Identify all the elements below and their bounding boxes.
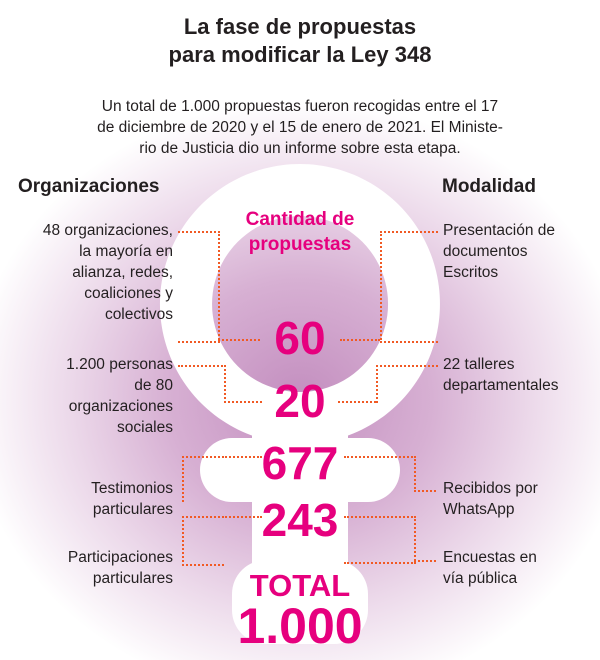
label-line: Presentación de — [443, 222, 556, 239]
connector-left-row-2 — [178, 365, 226, 403]
value-row-2: 20 — [274, 375, 326, 427]
connector-right-row-2 — [376, 365, 438, 403]
label-line: de 80 — [134, 377, 173, 394]
value-row-1: 60 — [274, 312, 326, 364]
left-label-row-2 — [10, 354, 173, 438]
connector-right-row-3 — [344, 456, 416, 492]
heading-organizaciones: Organizaciones — [18, 176, 160, 197]
connector-right-row-1-stub — [340, 339, 380, 341]
right-label-row-4 — [443, 547, 593, 589]
label-line: coaliciones y — [84, 285, 173, 302]
label-line: Participaciones — [67, 549, 173, 566]
label-line: particulares — [92, 570, 173, 587]
value-row-3: 677 — [261, 437, 339, 489]
label-line: alianza, redes, — [72, 264, 173, 281]
connector-left-row-1 — [178, 231, 220, 343]
intro-line: rio de Justicia dio un informe sobre esta etapa. — [139, 140, 461, 157]
connector-left-row-3 — [182, 456, 224, 502]
connector-left-row-3-top — [222, 456, 262, 458]
right-label-row-1 — [443, 220, 593, 283]
page-title-line-1: La fase de propuestas — [183, 14, 417, 39]
label-line: la mayoría en — [79, 243, 173, 260]
total-label: TOTAL — [249, 568, 351, 603]
intro-line: Un total de 1.000 propuestas fueron recogidas entre el 17 — [101, 98, 499, 115]
label-line: Escritos — [443, 264, 499, 281]
right-label-row-3 — [443, 478, 593, 520]
cantidad-line-1: Cantidad de — [245, 209, 355, 230]
left-label-row-4 — [10, 547, 173, 589]
connector-left-row-2-stub — [224, 401, 262, 403]
connector-left-row-1-stub — [218, 339, 260, 341]
total-value: 1.000 — [237, 598, 363, 654]
label-line: 1.200 personas — [66, 356, 173, 373]
value-row-4: 243 — [261, 494, 339, 546]
heading-cantidad — [200, 207, 400, 257]
label-line: 48 organizaciones, — [42, 222, 173, 239]
label-line: organizaciones — [68, 398, 173, 415]
label-line: Encuestas en — [443, 549, 537, 566]
label-line: Testimonios — [91, 480, 173, 497]
intro-paragraph — [70, 96, 530, 159]
label-line: vía pública — [443, 570, 518, 587]
left-label-row-3 — [10, 478, 173, 520]
connector-right-row-3-stub — [414, 490, 436, 492]
intro-line: de diciembre de 2020 y el 15 de enero de 2021. El Ministe- — [97, 119, 503, 136]
connector-left-row-4 — [182, 516, 224, 566]
cantidad-line-2: propuestas — [248, 234, 352, 255]
page-title-line-2: para modificar la Ley 348 — [168, 42, 432, 67]
label-line: documentos — [443, 243, 528, 260]
label-line: 22 talleres — [443, 356, 515, 373]
label-line: sociales — [117, 419, 173, 436]
label-line: departamentales — [443, 377, 559, 394]
right-label-row-2 — [443, 354, 593, 396]
left-label-row-1 — [10, 220, 173, 325]
label-line: particulares — [92, 501, 173, 518]
label-line: colectivos — [104, 306, 173, 323]
connector-right-row-2-stub — [338, 401, 376, 403]
label-line: WhatsApp — [443, 501, 515, 518]
connector-right-row-4-stub — [414, 560, 436, 562]
label-line: Recibidos por — [443, 480, 538, 497]
connector-right-row-4 — [344, 516, 416, 564]
heading-modalidad: Modalidad — [442, 176, 536, 197]
connector-left-row-4-top — [222, 516, 262, 518]
connector-right-row-1 — [380, 231, 438, 343]
